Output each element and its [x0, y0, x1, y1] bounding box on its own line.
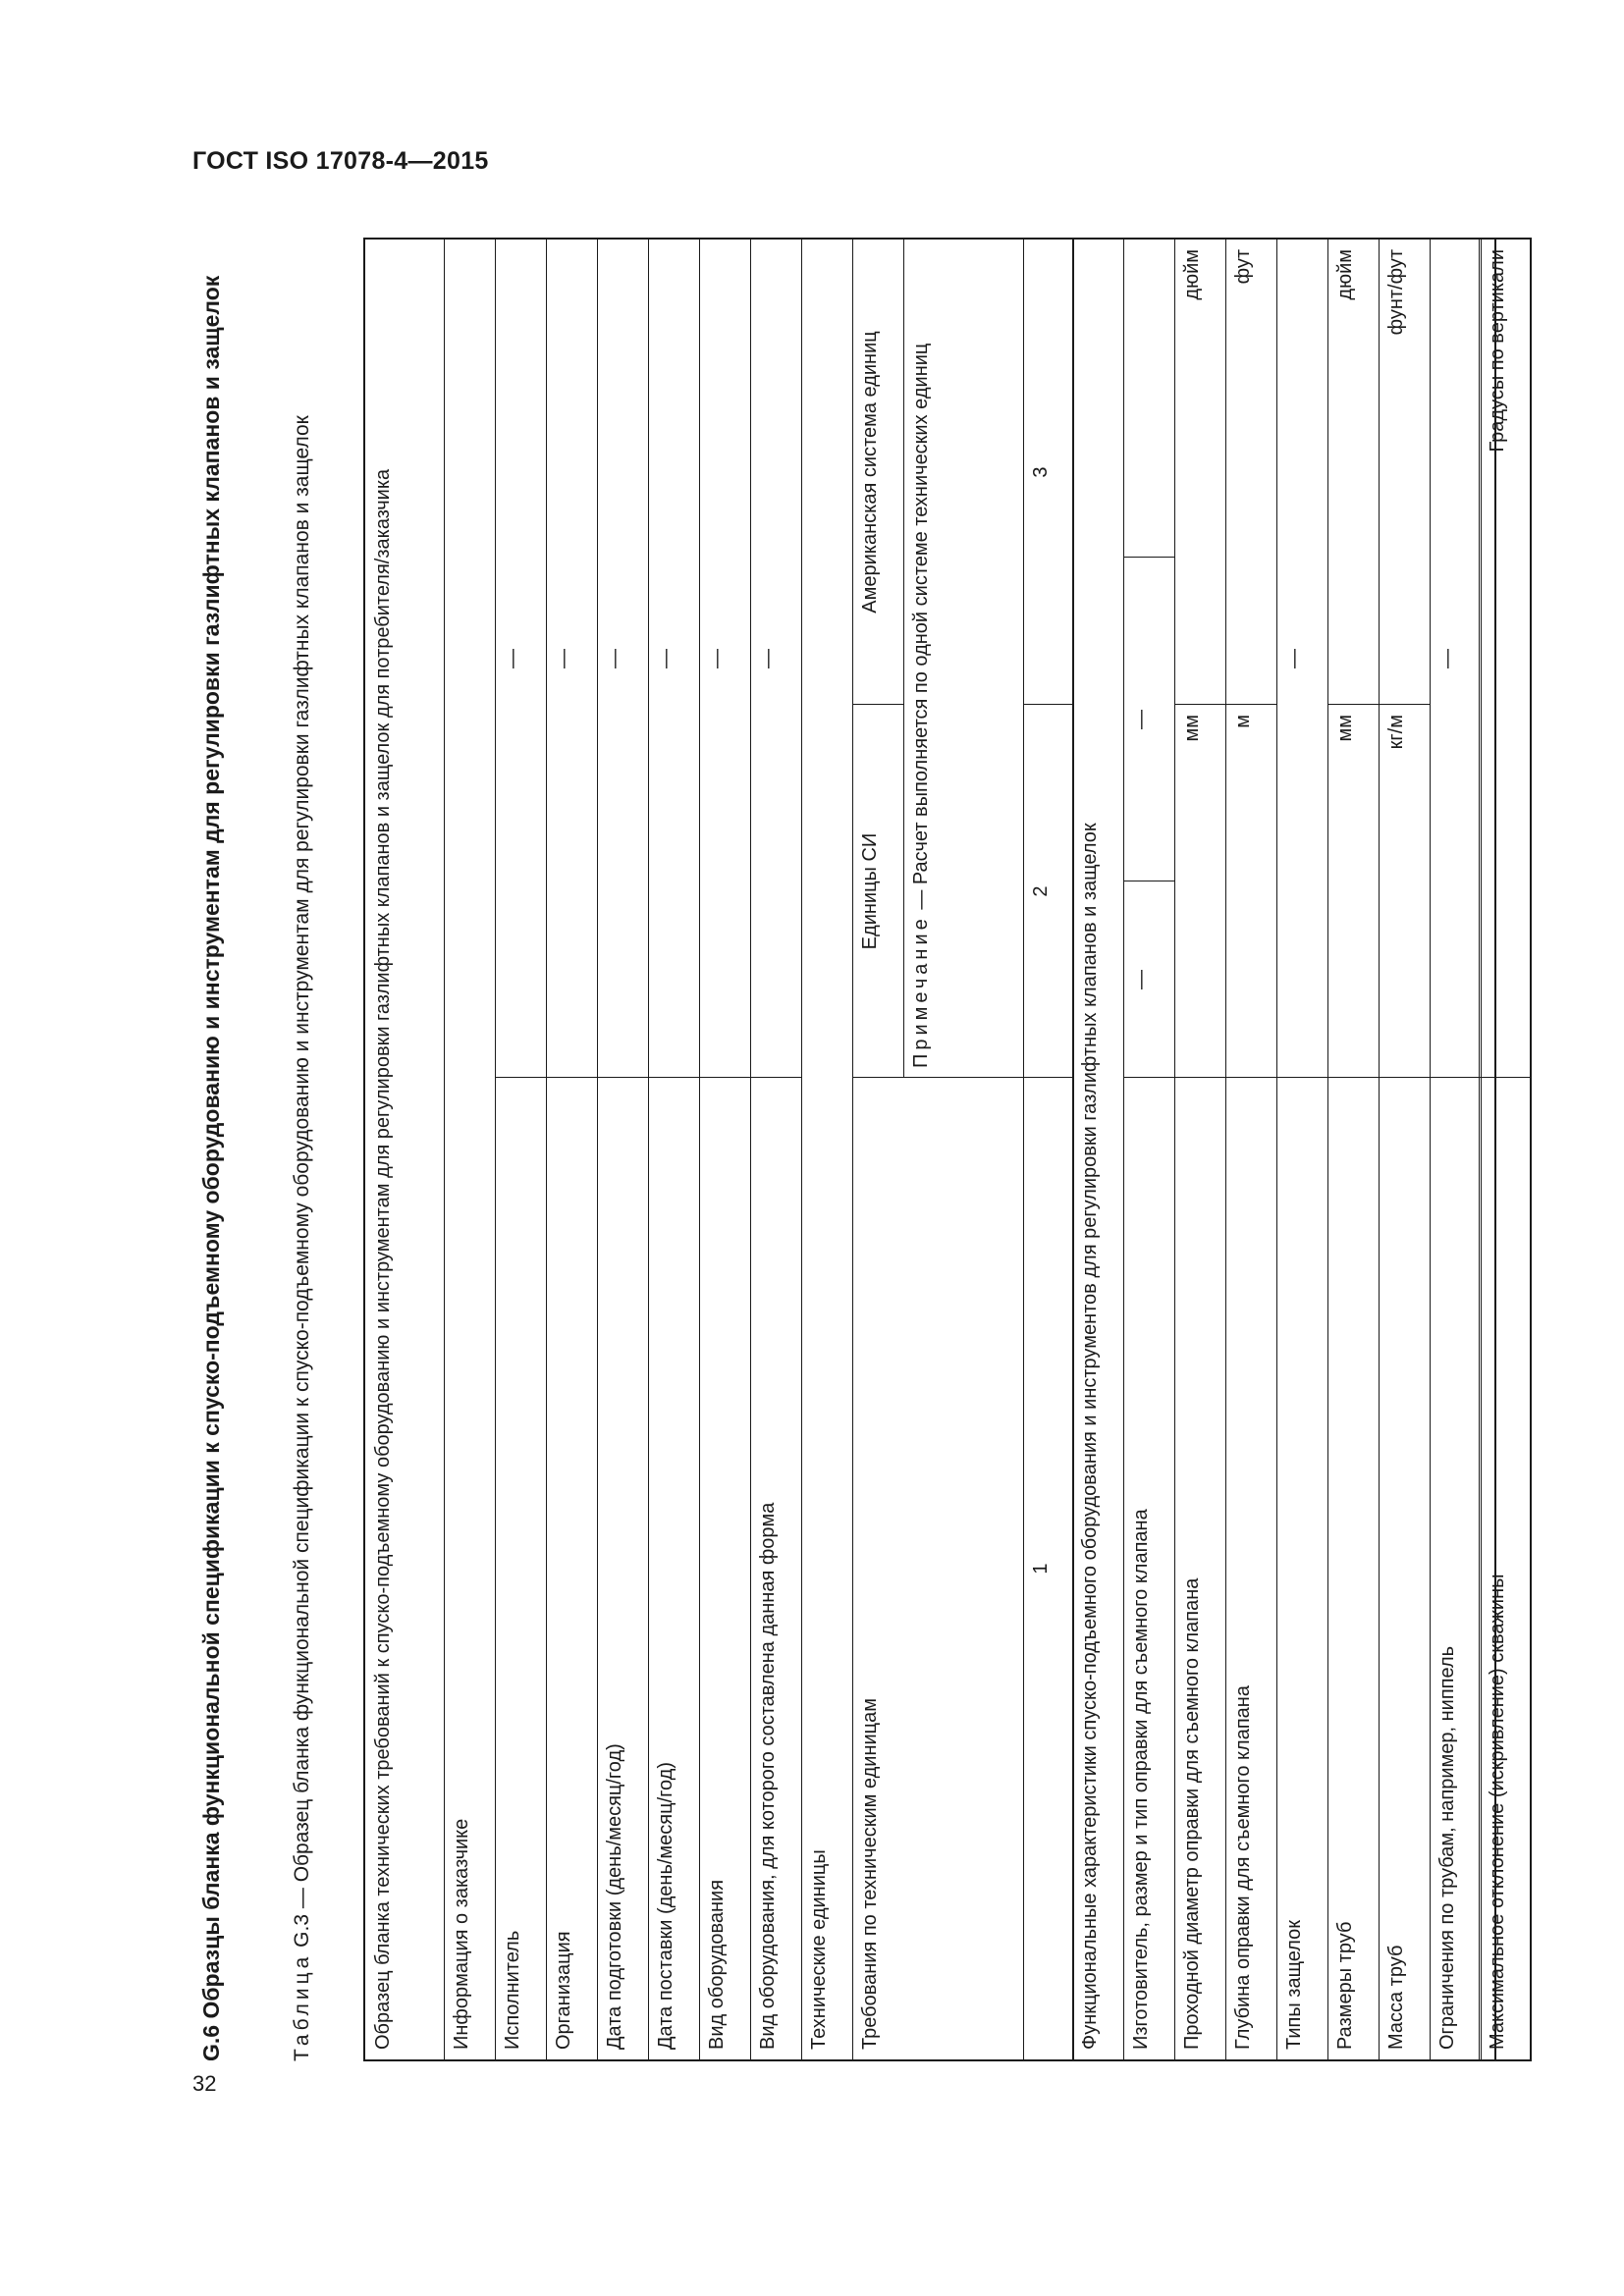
equipment-type-label: Вид оборудования	[706, 1879, 728, 2050]
max-deviation-label: Максимальное отклонение (искривление) скважины	[1487, 1574, 1508, 2050]
table-row	[1023, 240, 1074, 2059]
manufacturer-value-3	[1123, 240, 1174, 558]
manufacturer-value-1: —	[1130, 970, 1152, 989]
table-row	[648, 240, 700, 2059]
section-title: G.6 Образцы бланка функциональной спецификации к спуско-подъемному оборудованию и инструментам для регулировки газлифтных клапанов и защелок	[198, 275, 224, 2061]
table-caption	[289, 216, 316, 2061]
table-row	[597, 240, 649, 2059]
table-row	[1379, 240, 1431, 2059]
bore-diameter-unit-si: мм	[1181, 715, 1203, 742]
delivery-date-value: —	[655, 649, 677, 668]
prep-date-label: Дата подготовки (день/месяц/год)	[604, 1743, 625, 2050]
prep-date-value: —	[604, 649, 625, 668]
table-row	[1072, 240, 1124, 2059]
organization-label: Организация	[553, 1931, 574, 2050]
pipe-sizes-unit-si: мм	[1334, 715, 1356, 742]
si-units-cell: Единицы СИ	[859, 832, 881, 950]
delivery-date-label: Дата поставки (день/месяц/год)	[655, 1761, 677, 2050]
depth-unit-si: м	[1232, 715, 1254, 728]
page-number: 32	[192, 2071, 217, 2096]
pipe-sizes-label: Размеры труб	[1334, 1921, 1356, 2050]
table-row	[1123, 240, 1175, 2059]
depth-unit-us: фут	[1232, 249, 1254, 285]
table-row	[495, 240, 547, 2059]
us-units-cell: Американская система единиц	[859, 331, 881, 614]
table-row	[1327, 240, 1380, 2059]
equipment-type-value: —	[706, 649, 728, 668]
table-row	[444, 240, 496, 2059]
bore-diameter-unit-us: дюйм	[1181, 249, 1203, 300]
max-deviation-unit: Градусы по вертикали	[1487, 249, 1508, 453]
latch-types-value: —	[1283, 649, 1305, 668]
manufacturer-label: Изготовитель, размер и тип оправки для съемного клапана	[1130, 1509, 1152, 2050]
column-number-1: 1	[1030, 1563, 1052, 1575]
equipment-form-label: Вид оборудования, для которого составлена данная форма	[757, 1502, 779, 2050]
column-number-3: 3	[1030, 466, 1052, 478]
pipe-limits-label: Ограничения по трубам, например, ниппель	[1436, 1645, 1458, 2050]
table-row	[852, 240, 1024, 2059]
note-prefix: Примечание	[910, 915, 932, 1068]
pipe-mass-label: Масса труб	[1385, 1945, 1407, 2050]
rotated-page-content	[196, 196, 1571, 2061]
pipe-limits-value: —	[1436, 649, 1458, 668]
equipment-form-value: —	[757, 649, 779, 668]
note-text: — Расчет выполняется по одной системе технических единиц	[910, 343, 932, 916]
column-number-2: 2	[1030, 885, 1052, 897]
spec-table	[363, 238, 1496, 2061]
organization-value: —	[553, 649, 574, 668]
table-caption-prefix: Таблица	[291, 1952, 313, 2061]
table-row	[1225, 240, 1277, 2059]
manufacturer-value-2: —	[1130, 710, 1152, 729]
bore-diameter-label: Проходной диаметр оправки для съемного клапана	[1181, 1577, 1203, 2050]
table-row	[1479, 238, 1532, 2061]
document-header: ГОСТ ISO 17078-4—2015	[192, 147, 489, 175]
func-char-cell: Функциональные характеристики спуско-подъемного оборудования и инструментов для регулировки газлифтных клапанов и защелок	[1079, 823, 1101, 2050]
table-row	[1430, 240, 1482, 2059]
table-caption-text: G.3 — Образец бланка функциональной спецификации к спуско-подъемному оборудованию и инструментам для регулировки газлифтных клапанов и защелок	[291, 415, 313, 1953]
depth-label: Глубина оправки для съемного клапана	[1232, 1685, 1254, 2050]
tech-units-cell: Технические единицы	[808, 1849, 830, 2050]
table-row	[365, 240, 445, 2059]
pipe-sizes-unit-us: дюйм	[1334, 249, 1356, 300]
pipe-mass-unit-us: фунт/фут	[1385, 249, 1407, 336]
tech-units-req-label: Требования по техническим единицам	[859, 1697, 881, 2050]
executor-value: —	[502, 649, 523, 668]
table-row	[699, 240, 751, 2059]
table-row	[801, 240, 853, 2059]
executor-label: Исполнитель	[502, 1930, 523, 2050]
form-title-cell: Образец бланка технических требований к спуско-подъемному оборудованию и инструментам для регулировки газлифтных клапанов и защелок для потребителя/заказчика	[372, 468, 394, 2050]
table-row	[546, 240, 598, 2059]
customer-info-cell: Информация о заказчике	[451, 1818, 472, 2050]
latch-types-label: Типы защелок	[1283, 1919, 1305, 2050]
pipe-mass-unit-si: кг/м	[1385, 715, 1407, 750]
table-note	[903, 240, 1023, 1078]
table-row	[750, 240, 802, 2059]
table-row	[1174, 240, 1226, 2059]
table-row	[1276, 240, 1328, 2059]
